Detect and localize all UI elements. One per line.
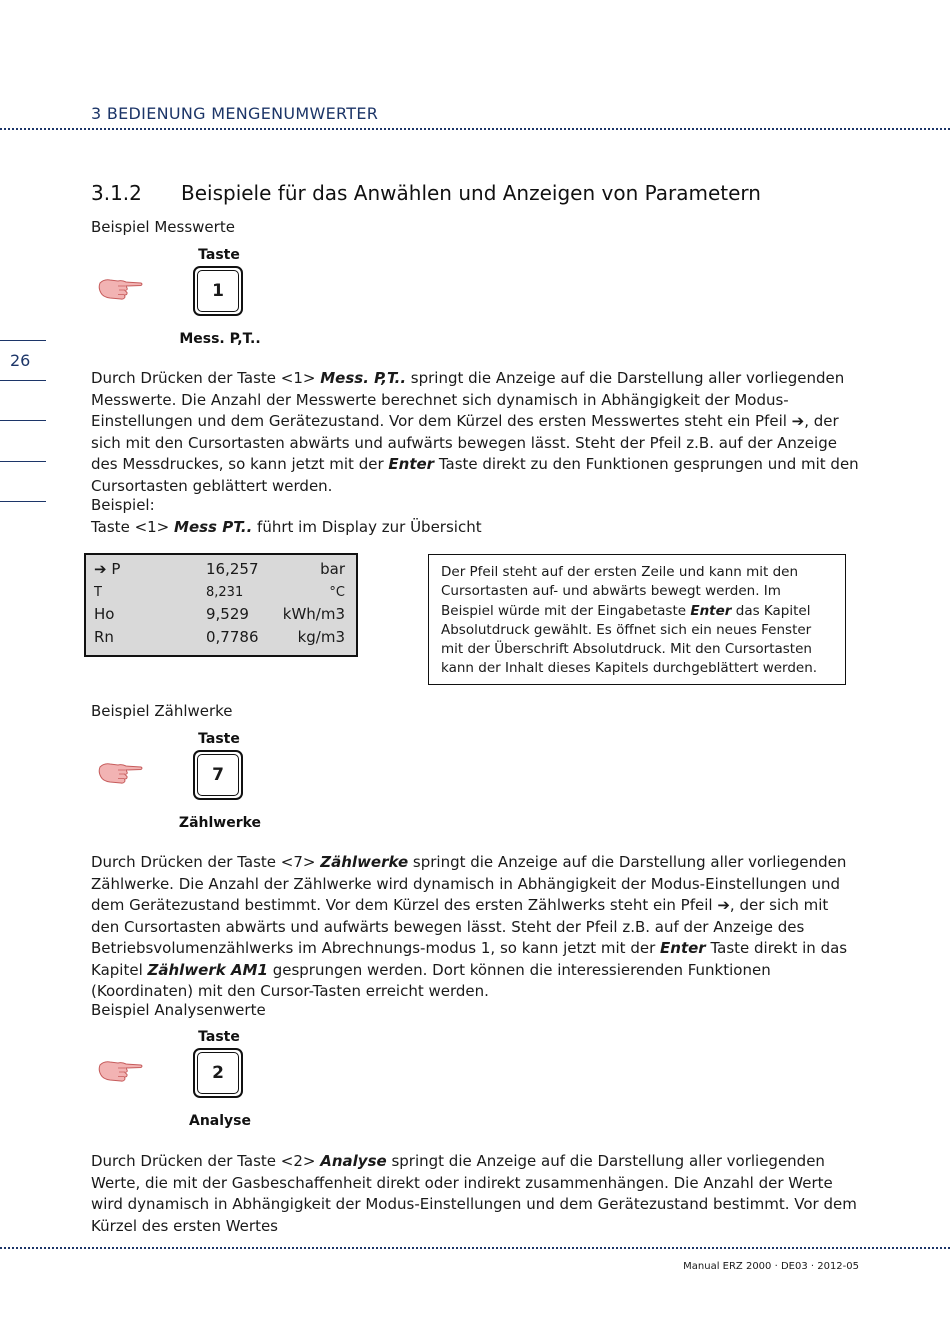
key-illustration-7 [98,731,268,831]
key-label: 7 [197,754,239,796]
key-caption-taste: Taste [198,1029,240,1045]
section-title: Beispiele für das Anwählen und Anzeigen von Parametern [181,181,761,205]
header-divider [0,128,950,130]
footer-text: Manual ERZ 2000 · DE03 · 2012-05 [683,1261,859,1272]
chapter-title: 3 BEDIENUNG MENGENUMWERTER [91,104,379,123]
margin-rule [0,461,46,462]
device-display [84,553,358,657]
key-caption-taste: Taste [198,247,240,263]
paragraph-beispiel: Beispiel: Taste <1> Mess PT.. führt im Display zur Übersicht [91,496,482,536]
example-label-messwerte: Beispiel Messwerte [91,218,235,236]
key-caption-function: Zählwerke [178,815,262,831]
display-row: Rn 0,7786 kg/m3 [94,627,345,646]
pointing-hand-icon [98,759,144,785]
pointing-hand-icon [98,1057,144,1083]
key-caption-function: Mess. P,T.. [179,331,261,347]
page-number: 26 [10,351,31,370]
display-row: Ho 9,529 kWh/m3 [94,605,345,623]
key-label: 2 [197,1052,239,1094]
key-caption-function: Analyse [188,1113,251,1129]
paragraph-messwerte: Durch Drücken der Taste <1> Mess. P,T.. springt die Anzeige auf die Darstellung aller vorliegenden Messwerte. Die Anzahl der Messwerte berechnet sich dynamisch in Abhängigkeit der Modus-Einstellungen und dem Gerätezustand. Vor dem Kürzel des ersten Messwertes steht ein Pfeil ➔, der sich mit den Cursortasten abwärts und aufwärts bewegen lässt. Steht der Pfeil z.B. auf der Anzeige des Messdruckes, so kann jetzt mit der Enter Taste direkt zu den Funktionen gesprungen und mit den Cursortasten geblättert werden. [91,369,859,495]
paragraph-zaehlwerke: Durch Drücken der Taste <7> Zählwerke springt die Anzeige auf die Darstellung aller vorliegenden Zählwerke. Die Anzahl der Zählwerke wird dynamisch in Abhängigkeit der Modus-Einstellungen und dem Gerätezustand bestimmt. Vor dem Kürzel des ersten Zählwerks steht ein Pfeil ➔, der sich mit den Cursortasten abwärts und aufwärts bewegen lässt. Steht der Pfeil z.B. auf der Anzeige des Betriebsvolumenzählwerks im Abrechnungs-modus 1, so kann jetzt mit der Enter Taste direkt in das Kapitel Zählwerk AM1 gesprungen werden. Dort können die interessierenden Funktionen (Koordinaten) mit den Cursor-Tasten erreicht werden. [91,853,848,1000]
footer-divider [0,1247,950,1249]
note-box: Der Pfeil steht auf der ersten Zeile und kann mit den Cursortasten auf- und abwärts bewegt werden. Im Beispiel würde mit der Eingabetaste Enter das Kapitel Absolutdruck gewählt. Es öffnet sich ein neues Fenster mit der Überschrift Absolutdruck. Mit den Cursortasten kann der Inhalt dieses Kapitels durchgeblättert werden. [428,554,846,685]
margin-rule [0,420,46,421]
pointing-hand-icon [98,275,144,301]
right-arrow-icon: ➔ [717,896,730,914]
display-row: T 8,231 °C [94,584,345,600]
right-arrow-icon: ➔ [94,560,107,578]
paragraph-analysenwerte: Durch Drücken der Taste <2> Analyse springt die Anzeige auf die Darstellung aller vorliegenden Werte, die mit der Gasbeschaffenheit direkt oder indirekt zusammenhängen. Die Anzahl der Werte wird dynamisch in Abhängigkeit der Modus-Einstellungen und dem Gerätezustand bestimmt. Vor dem Kürzel des ersten Wertes [91,1152,857,1235]
key-illustration-2 [98,1029,268,1129]
right-arrow-icon: ➔ [791,412,805,430]
margin-rule [0,340,46,341]
section-number: 3.1.2 [91,181,142,205]
display-row: ➔ P 16,257 bar [94,560,345,578]
key-label: 1 [197,270,239,312]
example-label-analysenwerte: Beispiel Analysenwerte [91,1001,266,1019]
key-1 [193,266,243,316]
key-caption-taste: Taste [198,731,240,747]
margin-rule [0,380,46,381]
section-heading [91,181,761,205]
key-illustration-1 [98,247,268,347]
key-2 [193,1048,243,1098]
margin-rule [0,501,46,502]
key-7 [193,750,243,800]
example-label-zaehlwerke: Beispiel Zählwerke [91,702,233,720]
